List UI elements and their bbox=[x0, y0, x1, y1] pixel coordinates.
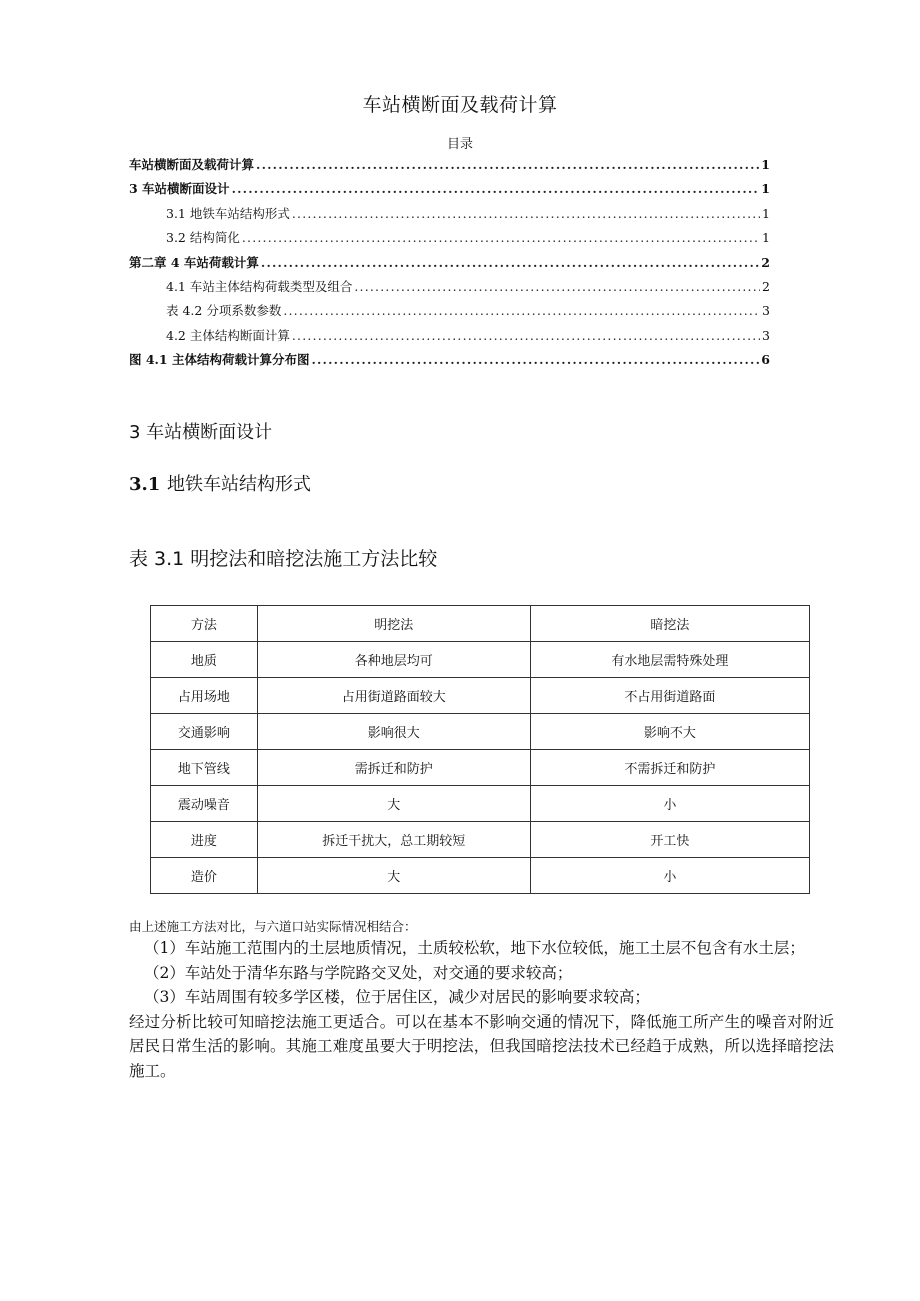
list-item: （1）车站施工范围内的土层地质情况，土质较松软，地下水位较低，施工土层不包含有水土层； bbox=[144, 939, 805, 957]
table-cell: 不需拆迁和防护 bbox=[530, 750, 809, 786]
toc-leader-dots bbox=[311, 352, 759, 367]
toc-entry-label: 4.1 车站主体结构荷载类型及组合 bbox=[166, 278, 353, 294]
toc-entry-label: 3.2 结构简化 bbox=[166, 230, 240, 246]
table-cell: 交通影响 bbox=[151, 714, 258, 750]
chapter-heading: 3 车站横断面设计 bbox=[129, 422, 273, 443]
table-row bbox=[151, 678, 810, 714]
table-cell: 震动噪音 bbox=[151, 786, 258, 822]
toc-leader-dots bbox=[242, 230, 760, 245]
toc-entry-label: 车站横断面及载荷计算 bbox=[129, 157, 255, 172]
table-row bbox=[151, 786, 810, 822]
table-cell: 造价 bbox=[151, 858, 258, 894]
toc-entry-page: 1 bbox=[762, 230, 770, 246]
toc-entry-page: 2 bbox=[761, 254, 770, 270]
toc-entry[interactable] bbox=[129, 228, 770, 252]
toc-entry[interactable] bbox=[129, 350, 770, 374]
table-caption: 表 3.1 明挖法和暗挖法施工方法比较 bbox=[129, 548, 438, 570]
table-cell: 小 bbox=[530, 786, 809, 822]
toc-entry-page: 1 bbox=[762, 205, 770, 221]
table-cell: 开工快 bbox=[530, 822, 809, 858]
toc-entry-label: 第二章 4 车站荷载计算 bbox=[129, 254, 259, 270]
table-header-row bbox=[151, 606, 810, 642]
toc-entry-page: 3 bbox=[762, 303, 770, 319]
comparison-table bbox=[150, 605, 810, 894]
table-cell: 需拆迁和防护 bbox=[257, 750, 530, 786]
table-row bbox=[151, 858, 810, 894]
toc-entry[interactable] bbox=[129, 277, 770, 301]
toc-entry[interactable] bbox=[129, 253, 770, 277]
toc-entry-label: 表 4.2 分项系数参数 bbox=[166, 303, 282, 319]
section-title: 地铁车站结构形式 bbox=[167, 474, 311, 495]
table-header-cell: 明挖法 bbox=[257, 606, 530, 642]
table-cell: 影响不大 bbox=[530, 714, 809, 750]
table-cell: 地下管线 bbox=[151, 750, 258, 786]
table-cell: 进度 bbox=[151, 822, 258, 858]
toc-entry-page: 1 bbox=[761, 181, 770, 197]
table-cell: 各种地层均可 bbox=[257, 642, 530, 678]
table-header-cell: 暗挖法 bbox=[530, 606, 809, 642]
toc-entry-page: 1 bbox=[761, 157, 770, 172]
table-cell: 拆迁干扰大，总工期较短 bbox=[257, 822, 530, 858]
toc-leader-dots bbox=[232, 181, 760, 196]
toc-entry-label: 3 车站横断面设计 bbox=[129, 181, 230, 197]
table-row bbox=[151, 822, 810, 858]
toc-leader-dots bbox=[261, 255, 759, 270]
table-cell: 影响很大 bbox=[257, 714, 530, 750]
toc-entry-label: 4.2 主体结构断面计算 bbox=[166, 327, 290, 343]
table-of-contents bbox=[129, 155, 770, 375]
toc-leader-dots bbox=[292, 206, 760, 221]
document-title: 车站横断面及载荷计算 bbox=[362, 94, 558, 116]
table-cell: 有水地层需特殊处理 bbox=[530, 642, 809, 678]
toc-leader-dots bbox=[256, 157, 759, 172]
toc-entry-label: 图 4.1 主体结构荷载计算分布图 bbox=[129, 352, 310, 368]
table-cell: 不占用街道路面 bbox=[530, 678, 809, 714]
toc-leader-dots bbox=[283, 303, 760, 318]
table-cell: 地质 bbox=[151, 642, 258, 678]
toc-entry-page: 6 bbox=[761, 352, 770, 368]
table-cell: 占用场地 bbox=[151, 678, 258, 714]
body-text bbox=[129, 936, 834, 1083]
toc-entry-page: 2 bbox=[762, 278, 770, 294]
toc-entry[interactable] bbox=[129, 204, 770, 228]
table-cell: 占用街道路面较大 bbox=[257, 678, 530, 714]
toc-heading: 目录 bbox=[446, 137, 473, 152]
intro-paragraph: 由上述施工方法对比，与六道口站实际情况相结合： bbox=[129, 919, 417, 934]
table-cell: 大 bbox=[257, 858, 530, 894]
toc-entry[interactable] bbox=[129, 179, 770, 203]
table-row bbox=[151, 714, 810, 750]
section-number: 3.1 bbox=[129, 474, 161, 495]
section-heading bbox=[129, 470, 311, 496]
conclusion-paragraph: 经过分析比较可知暗挖法施工更适合。可以在基本不影响交通的情况下，降低施工所产生的噪音对附近居民日常生活的影响。其施工难度虽要大于明挖法，但我国暗挖法技术已经趋于成熟，所以选择暗挖法施工。 bbox=[129, 1012, 834, 1080]
toc-leader-dots bbox=[292, 328, 760, 343]
toc-entry[interactable] bbox=[129, 301, 770, 325]
list-item: （2）车站处于清华东路与学院路交叉处，对交通的要求较高； bbox=[144, 963, 573, 982]
table-cell: 大 bbox=[257, 786, 530, 822]
table-cell: 小 bbox=[530, 858, 809, 894]
toc-entry-label: 3.1 地铁车站结构形式 bbox=[166, 205, 290, 221]
toc-entry[interactable] bbox=[129, 326, 770, 350]
list-item: （3）车站周围有较多学区楼，位于居住区，减少对居民的影响要求较高； bbox=[144, 988, 650, 1006]
toc-entry-page: 3 bbox=[762, 327, 770, 343]
table-header-cell: 方法 bbox=[151, 606, 258, 642]
toc-leader-dots bbox=[354, 279, 760, 294]
table-row bbox=[151, 750, 810, 786]
toc-entry[interactable] bbox=[129, 155, 770, 179]
table-row bbox=[151, 642, 810, 678]
